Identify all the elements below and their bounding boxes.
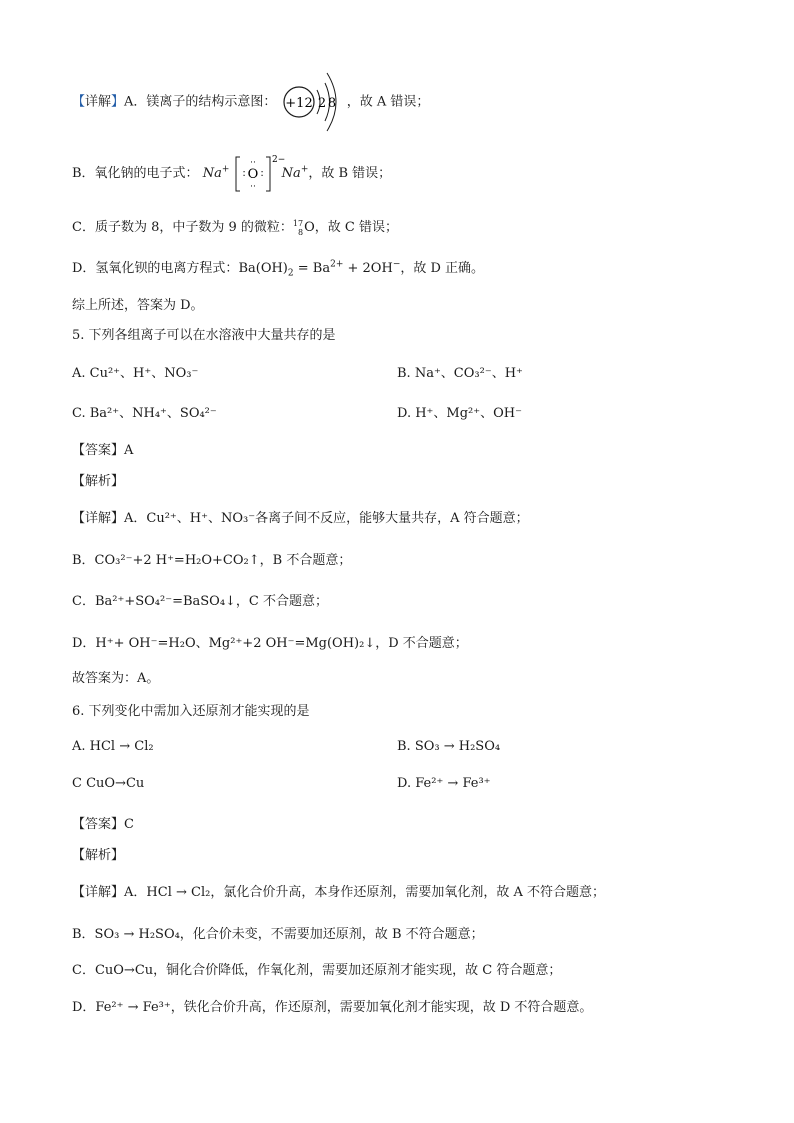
q4-b-suffix: ，故 B 错误； — [308, 166, 392, 181]
q4-detail-c — [72, 218, 398, 238]
eq-left: Ba(OH) — [238, 261, 288, 276]
q4-summary: 综上所述，答案为 D。 — [72, 298, 204, 313]
q6-option-c: C CuO→Cu — [72, 776, 145, 791]
q5-conclusion: 故答案为：A。 — [72, 671, 160, 686]
mass-number: 17 — [292, 218, 304, 228]
q4-a-text: A．镁离子的结构示意图： — [124, 94, 277, 110]
detail-label: 【详解】 — [72, 885, 125, 900]
q6-detail-d: D．Fe²⁺ → Fe³⁺，铁化合价升高，作还原剂，需要加氧化剂才能实现，故 D 不符合题意。 — [72, 1000, 593, 1015]
q4-c-text: C．质子数为 8，中子数为 9 的微粒： — [72, 220, 293, 235]
top-electron-dots: ·· — [249, 157, 256, 168]
answer-label: 【答案】 — [72, 817, 125, 832]
q6-answer — [72, 815, 134, 835]
q6-detail-c: C．CuO→Cu，铜化合价降低，作氧化剂，需要加还原剂才能实现，故 C 符合题意； — [72, 963, 562, 978]
detail-label-open: 【 — [72, 94, 86, 110]
na-charge-right: + — [300, 164, 309, 175]
q5-option-a: A. Cu²⁺、H⁺、NO₃⁻ — [72, 366, 199, 381]
eq-ba-charge: 2+ — [330, 259, 344, 270]
q5-detail-a — [72, 509, 529, 529]
na-symbol-right: Na — [281, 166, 301, 181]
q4-detail-b — [72, 154, 392, 192]
magnesium-ion-structure-diagram — [281, 69, 343, 135]
shell-1-electrons: 2 — [317, 96, 326, 111]
q4-c-suffix: ，故 C 错误； — [314, 220, 398, 235]
q5-option-d: D. H⁺、Mg²⁺、OH⁻ — [397, 406, 522, 421]
eq-oh-charge: − — [392, 259, 401, 270]
shell-2-electrons: 8 — [327, 96, 336, 111]
q5-option-b: B. Na⁺、CO₃²⁻、H⁺ — [397, 366, 523, 381]
svg-text::: : — [259, 167, 264, 179]
q4-detail-d — [72, 259, 484, 279]
q5-answer — [72, 441, 133, 461]
q5-option-c: C. Ba²⁺、NH₄⁺、SO₄²⁻ — [72, 406, 217, 421]
eq-oh: + 2OH — [343, 261, 393, 276]
q6-detail-b: B．SO₃ → H₂SO₄，化合价未变，不需要加还原剂，故 B 不符合题意； — [72, 927, 484, 942]
detail-label-close: 】 — [111, 94, 125, 110]
eq-ba: = Ba — [293, 261, 331, 276]
q5-analysis-label: 【解析】 — [72, 474, 125, 489]
q6-detail-a — [72, 883, 605, 903]
q4-detail-a — [72, 92, 429, 113]
q4-b-text: B．氧化钠的电子式： — [72, 166, 199, 181]
nucleus-charge: +12 — [284, 96, 313, 111]
q5-detail-b: B．CO₃²⁻+2 H⁺=H₂O+CO₂↑，B 不合题意； — [72, 553, 352, 568]
q6-stem: 6. 下列变化中需加入还原剂才能实现的是 — [72, 704, 310, 719]
nuclide-numbers — [293, 219, 303, 237]
na-symbol-left: Na — [202, 166, 222, 181]
oxide-charge: 2− — [271, 154, 285, 165]
oxide-electron-dot-bracket — [234, 154, 285, 194]
na-charge-left: + — [221, 164, 230, 175]
answer-value: C — [124, 817, 134, 832]
q6-option-b: B. SO₃ → H₂SO₄ — [397, 739, 501, 754]
detail-label: 【详解】 — [72, 511, 125, 526]
q5-detail-c: C．Ba²⁺+SO₄²⁻=BaSO₄↓，C 不合题意； — [72, 594, 329, 609]
q6-detail-a-text: A．HCl → Cl₂，氯化合价升高，本身作还原剂，需要加氧化剂，故 A 不符合题意； — [124, 885, 605, 900]
answer-value: A — [124, 443, 134, 458]
bottom-electron-dots: ·· — [249, 181, 256, 192]
q4-d-text: D．氢氧化钡的电离方程式： — [72, 261, 239, 276]
q5-detail-d: D．H⁺+ OH⁻=H₂O、Mg²⁺+2 OH⁻=Mg(OH)₂↓，D 不合题意； — [72, 636, 468, 651]
q6-option-d: D. Fe²⁺ → Fe³⁺ — [397, 776, 491, 791]
q6-option-a: A. HCl → Cl₂ — [72, 739, 154, 754]
atomic-number: 8 — [297, 227, 304, 237]
q5-detail-a-text: A．Cu²⁺、H⁺、NO₃⁻各离子间不反应，能够大量共存，A 符合题意； — [124, 511, 529, 526]
answer-label: 【答案】 — [72, 443, 125, 458]
oxygen-symbol: O — [247, 166, 258, 182]
q6-analysis-label: 【解析】 — [72, 848, 125, 863]
nuclide-symbol: O — [304, 220, 315, 235]
svg-text::: : — [241, 167, 246, 179]
q4-d-suffix: ，故 D 正确。 — [400, 261, 485, 276]
q5-stem: 5. 下列各组离子可以在水溶液中大量共存的是 — [72, 328, 336, 343]
detail-label: 详解 — [85, 94, 112, 110]
eq-sub: 2 — [287, 268, 294, 279]
q4-a-suffix: ，故 A 错误； — [346, 94, 430, 110]
